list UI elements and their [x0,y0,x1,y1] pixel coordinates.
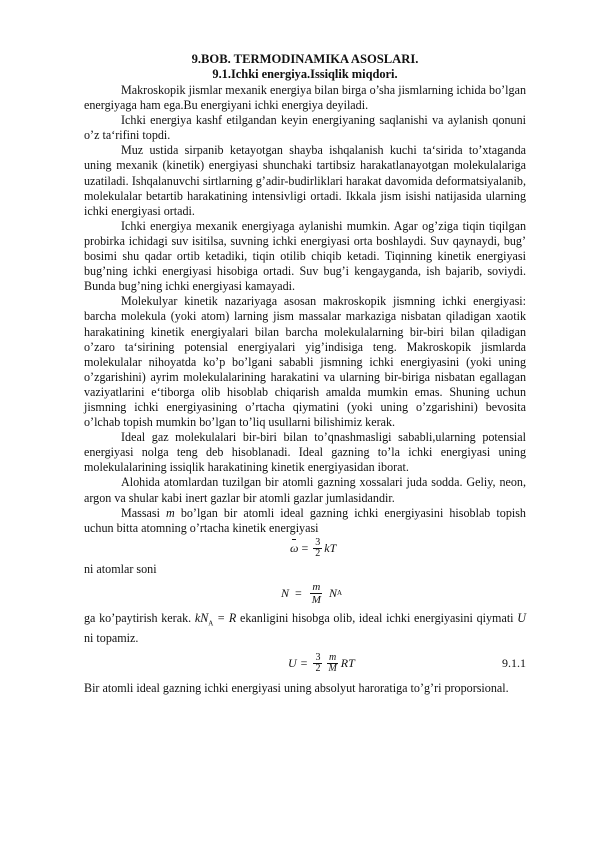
equals-sign: = [301,541,309,556]
paragraph-4: Ichki energiya mexanik energiyaga aylanishi mumkin. Agar og’ziga tiqin tiqilgan probirka ichidagi suv isitilsa, suvning ichki energiyasi orta boshlaydi. Suv qaynaydi, bug’ bosimi shu qadar ortib ketadiki, tiqin otilib chiqib ketadi. Tiqinning kinetik energiyasi bug’ning ichki energiyasi hisobiga ortadi. Suv bug’i kengayganda, ish bajarib, soviydi. Bunda bug’ning ichki energiyasi kamayadi. [84,218,526,294]
equals-sign: = [300,655,308,670]
kerak-end: ni topamiz. [84,631,139,646]
fraction-numerator: 3 [315,652,321,663]
formula-lhs: U [288,655,297,670]
chapter-title: 9.BOB. TERMODINAMIKA ASOSLARI. [191,52,419,66]
paragraph-6: Ideal gaz molekulalari bir-biri bilan to’qnashmasligi sababli,ularning potensial energiyasi nolga teng deb hisoblanadi. Ideal gazning to’la ichki energiyasi uning molekulalarining issiqlik harakatining kinetik energiyasidan iborat. [84,430,526,475]
section-title: 9.1.Ichki energiya.Issiqlik miqdori. [212,67,398,81]
kNa-subscript: A [208,619,214,628]
massasi-rest: bo’lgan bir atomli ideal gazning ichki energiyasini hisoblab topish uchun bitta atomning o’rtacha kinetik energiyasi [84,505,526,535]
kNa-expression: kN [194,610,209,625]
paragraph-2: Ichki energiya kashf etilgandan keyin energiyaning saqlanishi va aylanish qonuni o’z ta‘rifini topdi. [84,113,526,143]
formula-atom-count [84,577,526,611]
paragraph-1: Makroskopik jismlar mexanik energiya bilan birga o’sha jismlarning ichida bo’lgan energiyaga ham ega.Bu energiyani ichki energiya deyiladi. [84,83,526,113]
paragraph-3: Muz ustida sirpanib ketayotgan shayba ishqalanish kuchi ta‘sirida to’xtaganda uning mexanik (kinetik) energiyasi shunchaki tartibsiz harakatlanayotgan molekulalariga uzatiladi. Ishqalanuvchi sirtlarning g’adir-budirliklari harakat davomida deformatsiyalanib, molekulalar betartib harakatining intensivligi ortadi. Ikkala jism isishi natijasida ularning ichki energiyasi ortadi. [84,143,526,218]
equation-number: 9.1.1 [502,655,526,670]
massasi-text: Massasi [121,505,160,520]
formula-internal-energy [84,647,526,681]
mass-variable: m [166,505,175,520]
document-page [84,52,526,696]
kerak-rest: ekanligini hisobga olib, ideal ichki energiyasini qiymati [240,610,514,625]
energy-variable: U [517,610,526,625]
kerak-text: ga ko’paytirish kerak. [84,610,192,625]
fraction-denominator: 2 [315,663,321,674]
fraction-denominator: M [311,594,321,607]
fraction-three-halves [313,653,322,674]
paragraph-massasi [84,506,526,536]
formula-subscript: A [336,589,343,598]
paragraph-5: Molekulyar kinetik nazariyaga asosan makroskopik jismning ichki energiyasi: barcha molekula (yoki atom) larning jism massalar markaziga nisbatan qiladigan xaotik harakatining kinetik energiyalari bilan barcha molekulalarning bir-biri bilan qiladigan o’zaro ta‘sirining potensial energiyalari yig’indisiga teng. Makroskopik jismlarda molekulalar nihoyatda ko’p bo’lgani sababli jismning ichki energiyasini (yoki uning o’zgarishini) ayrim molekulalarining harakatini va ularning bir-biriga nisbatan egallagan vaziyatlarini e‘tiborga olib hisoblab chiqarish amalda mumkin emas. Shuning uchun jismning ichki energiyasining o’rtacha qiymatini (yoki uning o’zgarishini) bevosita o’lchab topish mumkin bo’lgan to’liq usullarni bilishimiz kerak. [84,294,526,430]
formula-lhs: N [281,586,290,601]
formula-kinetic-energy [84,536,526,562]
formula-rhs: N [328,586,337,601]
fraction-numerator: m [312,581,321,594]
equals-sign: = [295,586,302,601]
fraction-m-over-M [310,581,323,606]
equals-R-expression: = R [217,610,237,625]
formula-rhs: RT [340,655,355,670]
fraction-numerator: 3 [315,537,321,549]
fraction-numerator: m [329,652,337,663]
omega-symbol: ω [290,541,299,556]
paragraph-kerak [84,611,526,647]
paragraph-final: Bir atomli ideal gazning ichki energiyasi uning absolyut haroratiga to’g’ri proporsional. [84,680,509,695]
formula-rhs: kT [324,541,337,556]
fraction-denominator: 2 [315,548,321,560]
paragraph-7: Alohida atomlardan tuzilgan bir atomli gazning xossalari juda sodda. Geliy, neon, argon va shular kabi inert gazlar bir atomli gazlar jumlasidandir. [84,475,526,505]
fraction-m-over-M [326,653,338,674]
fraction-three-halves [313,538,322,559]
fraction-denominator: M [328,663,337,674]
atomlar-soni-text: ni atomlar soni [84,561,157,576]
